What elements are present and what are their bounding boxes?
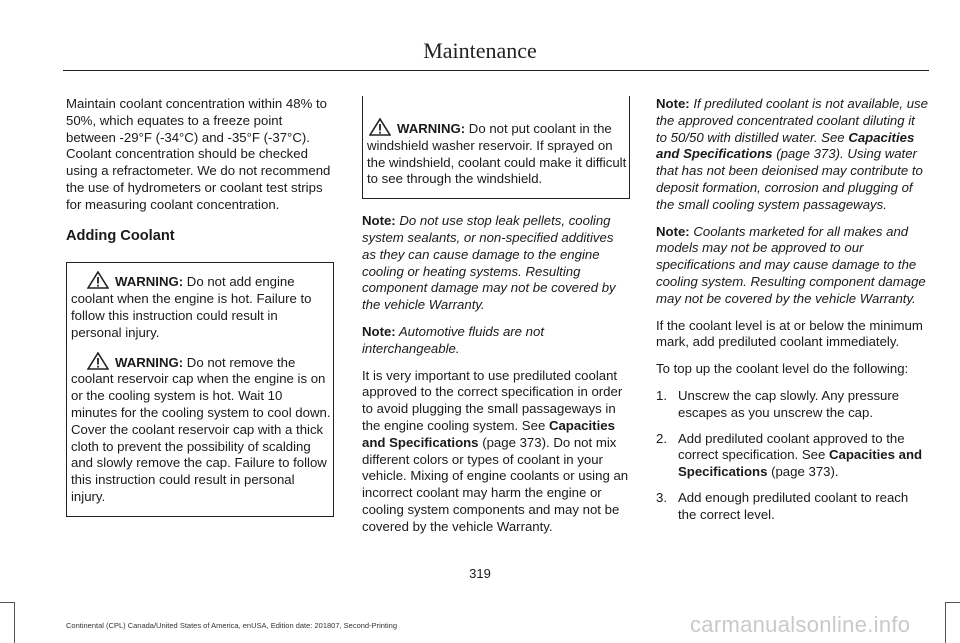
paragraph-text: It is very important to use prediluted coolant approved to the correct specification in order to avoid plugging the small passageways in the engine cooling system. See [362, 367, 623, 433]
step-text: Add prediluted coolant approved to the correct specification. See [678, 430, 905, 463]
column-left [66, 96, 334, 531]
section-heading-adding-coolant: Adding Coolant [66, 227, 175, 244]
paragraph-text: Do not mix different colors or types of coolant in your vehicle. Mixing of engine coolants or using an incorrect coolant may harm the engine or cooling system components and may not be covered by the vehicle Warranty. [362, 434, 629, 534]
watermark: carmanualsonline.info [690, 612, 911, 637]
page-number: 319 [469, 566, 491, 581]
note-text: Coolants marketed for all makes and models may not be approved to our specifications and may cause damage to the cooling system. Resulting component damage may not be covered by the vehicle Warranty. [656, 223, 926, 306]
step-number: 2. [656, 430, 667, 446]
coolant-concentration-paragraph: Maintain coolant concentration within 48% to 50%, which equates to a freeze point between -29°F (-34°C) and -35°F (-37°C). Coolant concentration should be checked using a refractometer. We do not recommend the use of hydrometers or coolant test strips for measuring coolant concentration. [66, 96, 331, 212]
header-divider [63, 70, 929, 71]
capacities-link[interactable]: Capacities and Specifications [656, 129, 915, 162]
step-item [656, 388, 928, 422]
warning-label: WARNING: [397, 121, 466, 136]
prediluted-coolant-paragraph [362, 368, 630, 536]
step-item [656, 431, 928, 481]
note-text: If prediluted coolant is not available, use the approved concentrated coolant diluting it to 50/50 with distilled water. See [656, 96, 928, 145]
note-label: Note: [656, 223, 690, 239]
warning-triangle-icon [369, 118, 391, 136]
column-right [656, 96, 928, 533]
warning-label: WARNING: [115, 354, 184, 370]
edition-footer: Continental (CPL) Canada/United States of America, enUSA, Edition date: 201807, Second-Printing [66, 621, 398, 630]
crop-mark [14, 602, 15, 643]
warning-reservoir-cap [71, 352, 331, 506]
note-label: Note: [656, 96, 690, 111]
page-reference: (page 373). [478, 434, 550, 450]
warning-hot-engine [71, 271, 331, 341]
warning-text: Do not remove the coolant reservoir cap when the engine is on or the cooling system is hot. Wait 10 minutes for the cooling system to cool down. Cover the coolant reservoir cap with a thick cloth to prevent the possibility of scalding and slowly remove the cap. Failure to follow this instruction could result in personal injury. [71, 354, 331, 504]
note-text: Automotive fluids are not interchangeable. [362, 323, 545, 356]
crop-mark [0, 602, 14, 603]
page-header-title: Maintenance [423, 38, 537, 63]
warning-text: Do not add engine coolant when the engine is hot. Failure to follow this instruction could result in personal injury. [71, 274, 312, 340]
step-number: 3. [656, 489, 667, 505]
note-coolants-marketed [656, 224, 928, 308]
warning-triangle-icon [87, 352, 109, 370]
note-stop-leak [362, 213, 630, 314]
page-reference: (page 373). [772, 146, 844, 162]
note-text: Do not use stop leak pellets, cooling system sealants, or non-specified additives as they can cause damage to the engine cooling or heating systems. Resulting component damage may not be covered by the vehicle Warranty. [362, 213, 616, 313]
step-item [656, 490, 928, 524]
warning-box [66, 262, 334, 516]
capacities-link[interactable]: Capacities and Specifications [678, 447, 923, 480]
page-reference: (page 373). [767, 464, 839, 480]
step-text: Add enough prediluted coolant to reach the correct level. [678, 489, 909, 522]
crop-mark [945, 602, 946, 643]
column-middle [362, 96, 630, 546]
warning-label: WARNING: [115, 274, 184, 290]
note-fluids [362, 324, 630, 358]
note-label: Note: [362, 323, 396, 339]
top-up-steps [656, 388, 928, 524]
coolant-level-paragraph: If the coolant level is at or below the minimum mark, add prediluted coolant immediately. [656, 317, 923, 350]
warning-box [362, 96, 630, 199]
top-up-intro: To top up the coolant level do the following: [656, 361, 909, 377]
step-number: 1. [656, 387, 667, 403]
warning-text: Do not put coolant in the windshield washer reservoir. If sprayed on the windshield, coolant could make it difficult to see through the windshield. [367, 121, 627, 187]
step-text: Unscrew the cap slowly. Any pressure escapes as you unscrew the cap. [678, 387, 900, 420]
note-text: Using water that has not been deionised may contribute to deposit formation, corrosion and plugging of the small cooling system passageways. [656, 146, 923, 212]
note-prediluted-unavailable [656, 96, 928, 214]
warning-triangle-icon [87, 271, 109, 289]
warning-washer-reservoir [367, 118, 627, 188]
capacities-link[interactable]: Capacities and Specifications [362, 417, 615, 450]
note-label: Note: [362, 213, 396, 229]
crop-mark [946, 602, 960, 603]
